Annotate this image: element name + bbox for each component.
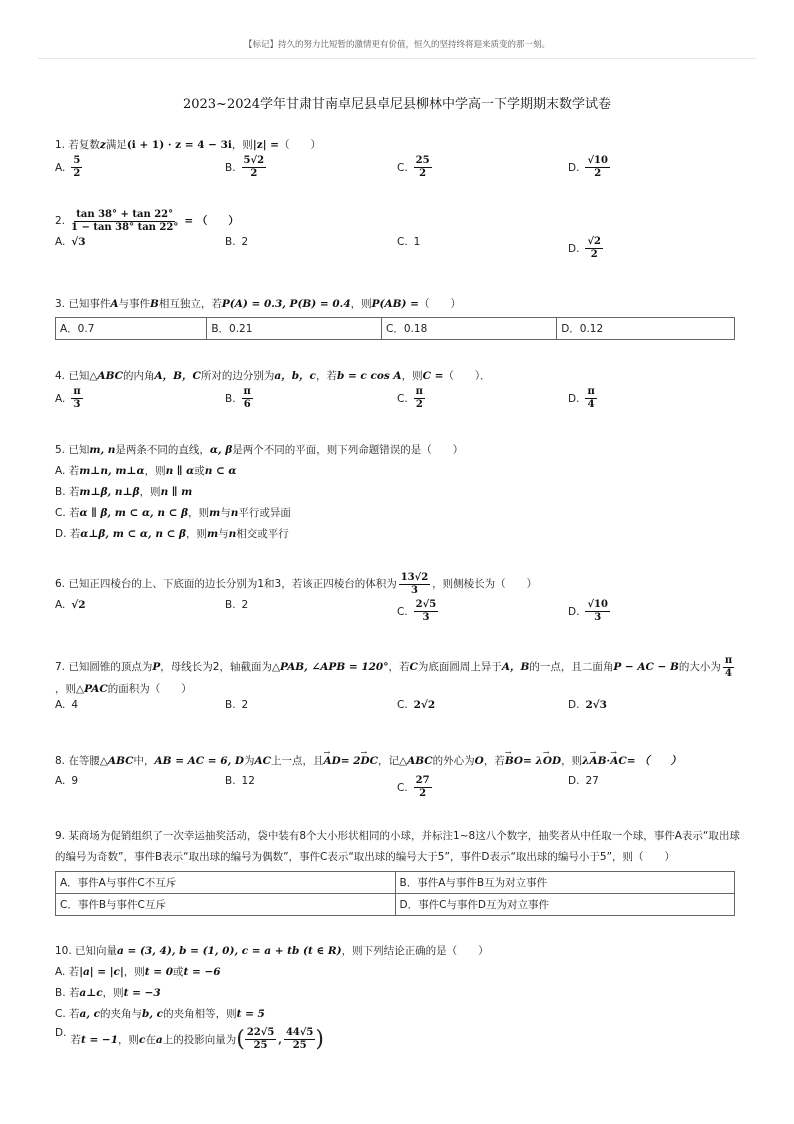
question-stem: 7. 已知圆锥的顶点为 P ，母线长为2，轴截面为 △PAB, ∠APB = 120° ，若 C 为底面圆周上异于 A，B 的一点，且二面角 P − AC − B 的大小为 $\frac{\pi}{4}$ xyxy=(55,655,733,679)
option-d[interactable]: D．事件C与事件D互为对立事件 xyxy=(395,894,735,916)
question-10 xyxy=(55,941,745,1052)
option-b[interactable]: B. 2 xyxy=(225,699,249,711)
option-a[interactable]: A. 9 xyxy=(55,775,79,787)
option-d[interactable]: D．0.12 xyxy=(557,318,735,340)
option-d[interactable]: D. 若 t = −1 ，则 c 在 a 上的投影向量为 ( $\frac{22√5}{25}$ , $\frac{44√5}{25}$ ) xyxy=(55,1027,324,1052)
question-stem: 4. 已知△ABC的内角A，B，C所对的边分别为a，b，c，若b = c cos A，则C =（ ）． xyxy=(55,370,491,382)
question-stem: 8. 在等腰△ABC中，AB = AC = 6, D为AC上一点，且→ AD= 2→ DC，记△ABC的外心为O，若→ BO= λ→ OD，则λ→ AB·→ AC= （ ） xyxy=(55,752,745,771)
question-stem: 6. 已知正四棱台的上、下底面的边长分别为1和3，若该正四棱台的体积为 $\frac{13√2}{3}$ ，则侧棱长为（ ） xyxy=(55,572,538,596)
option-a[interactable]: A. 若m⊥n, m⊥α，则n ∥ α或n ⊂ α xyxy=(55,465,237,477)
question-stem: 10. 已知向量a = (3, 4), b = (1, 0), c = a + tb (t ∈ R)，则下列结论正确的是（ ） xyxy=(55,945,489,957)
answer-options xyxy=(55,155,745,185)
question-6 xyxy=(55,572,745,629)
question-1 xyxy=(55,136,745,185)
question-9 xyxy=(55,826,745,916)
question-stem: 3. 已知事件A与事件B相互独立，若P(A) = 0.3, P(B) = 0.4，则P(AB) =（ ） xyxy=(55,298,461,310)
option-a[interactable]: A. √3 xyxy=(55,236,86,248)
option-b[interactable]: B. 12 xyxy=(225,775,255,787)
header-divider xyxy=(38,58,756,59)
option-c[interactable]: C. $\frac{27}{2}$ xyxy=(397,775,430,799)
question-4 xyxy=(55,367,745,416)
option-a[interactable]: A. $\frac{\pi}{3}$ xyxy=(55,386,81,410)
option-c[interactable]: C. 若a, c的夹角与b, c的夹角相等，则t = 5 xyxy=(55,1008,265,1020)
option-d[interactable]: D. 若α⊥β, m ⊂ α, n ⊂ β，则m与n相交或平行 xyxy=(55,528,289,540)
question-stem-line2: 的编号为奇数”，事件B表示“取出球的编号为偶数”，事件C表示“取出球的编号大于5”，事件D表示“取出球的编号小于5”，则（ ） xyxy=(55,851,676,863)
option-a[interactable]: A. 4 xyxy=(55,699,79,711)
options-table xyxy=(55,871,735,916)
page-title: 2023~2024学年甘肃甘南卓尼县卓尼县柳林中学高一下学期期末数学试卷 xyxy=(182,97,612,112)
option-a[interactable]: A. $\frac{5}{2}$ xyxy=(55,155,81,179)
question-stem: 5. 已知m, n是两条不同的直线，α, β是两个不同的平面，则下列命题错误的是（ ） xyxy=(55,444,464,456)
options-table xyxy=(55,317,735,340)
question-2 xyxy=(55,209,745,266)
option-c[interactable]: C. $\frac{2√5}{3}$ xyxy=(397,599,437,623)
option-b[interactable]: B．0.21 xyxy=(207,318,382,340)
option-c[interactable]: C. $\frac{25}{2}$ xyxy=(397,155,430,179)
question-7 xyxy=(55,655,745,729)
option-c[interactable]: C．0.18 xyxy=(382,318,557,340)
option-a[interactable]: A. √2 xyxy=(55,599,86,611)
option-b[interactable]: B. $\frac{\pi}{6}$ xyxy=(225,386,251,410)
question-stem-line2: ，则△PAC的面积为（ ） xyxy=(55,683,192,695)
question-stem: 9. 某商场为促销组织了一次幸运抽奖活动，袋中装有8个大小形状相同的小球，并标注1~8这八个数字，抽奖者从中任取一个球，事件A表示“取出球 xyxy=(55,830,740,842)
option-d[interactable]: D. $\frac{√2}{2}$ xyxy=(568,236,601,260)
option-d[interactable]: D. $\frac{√10}{2}$ xyxy=(568,155,608,179)
option-c[interactable]: C. 1 xyxy=(397,236,421,248)
answer-options xyxy=(55,599,745,629)
option-d[interactable]: D. 2√3 xyxy=(568,699,607,711)
option-d[interactable]: D. $\frac{√10}{3}$ xyxy=(568,599,608,623)
option-c[interactable]: C. 2√2 xyxy=(397,699,436,711)
option-c[interactable]: C. $\frac{\pi}{2}$ xyxy=(397,386,423,410)
option-a[interactable]: A．事件A与事件C不互斥 xyxy=(56,872,396,894)
option-a[interactable]: A. 若|a| = |c|，则t = 0或t = −6 xyxy=(55,966,221,978)
option-b[interactable]: B．事件A与事件B互为对立事件 xyxy=(395,872,735,894)
option-b[interactable]: B. $\frac{5√2}{2}$ xyxy=(225,155,265,179)
option-b[interactable]: B. 若m⊥β, n⊥β，则n ∥ m xyxy=(55,486,193,498)
answer-options xyxy=(55,386,745,416)
option-b[interactable]: B. 2 xyxy=(225,599,249,611)
option-c[interactable]: C．事件B与事件C互斥 xyxy=(56,894,396,916)
option-b[interactable]: B. 2 xyxy=(225,236,249,248)
option-d[interactable]: D. $\frac{\pi}{4}$ xyxy=(568,386,595,410)
motto-banner: 【标记】持久的努力比短暂的激情更有价值，恒久的坚持终将迎来质变的那一刻。 xyxy=(243,40,550,50)
question-8 xyxy=(55,752,745,805)
option-d[interactable]: D. 27 xyxy=(568,775,599,787)
question-3 xyxy=(55,295,745,340)
question-stem: 1. 若复数z满足(i + 1) · z = 4 − 3i，则|z| =（ ） xyxy=(55,139,321,151)
answer-options xyxy=(55,236,745,266)
option-c[interactable]: C. 若α ∥ β, m ⊂ α, n ⊂ β，则m与n平行或异面 xyxy=(55,507,291,519)
answer-options xyxy=(55,775,745,805)
option-a[interactable]: A．0.7 xyxy=(56,318,207,340)
answer-options xyxy=(55,699,745,729)
question-stem: 2. $\frac{\tan 38^\circ + \tan 22^\circ}{1 - \tan 38^\circ \tan 22^\circ}$ = （ ） xyxy=(55,209,239,233)
question-5 xyxy=(55,440,745,545)
option-b[interactable]: B. 若a⊥c，则t = −3 xyxy=(55,987,161,999)
